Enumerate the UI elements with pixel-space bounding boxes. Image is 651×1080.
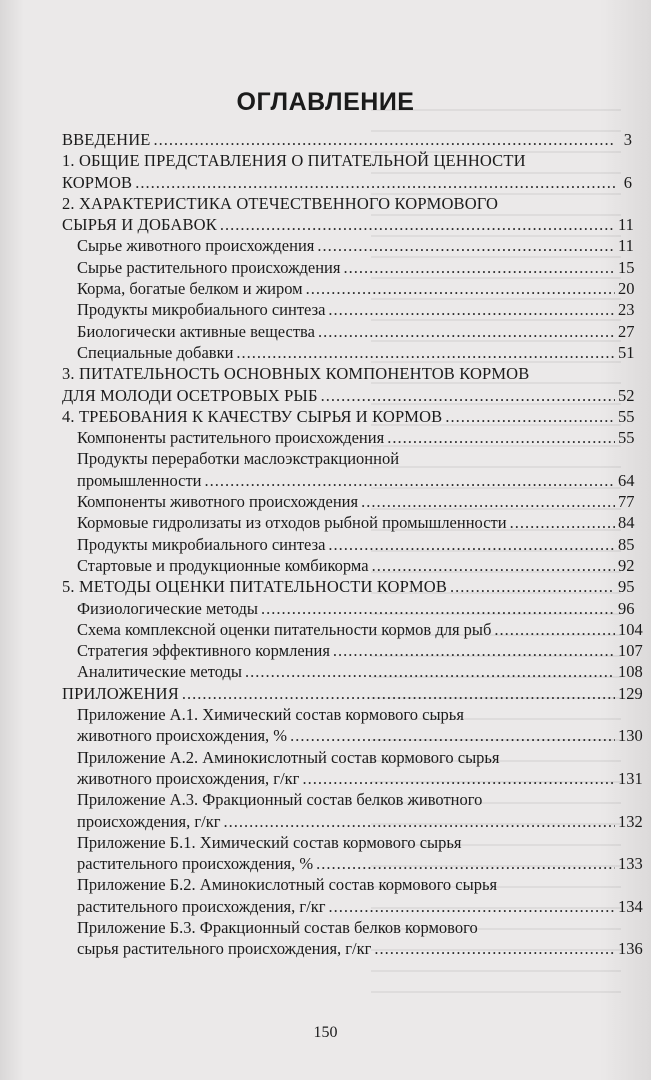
toc-entry-text: 3. ПИТАТЕЛЬНОСТЬ ОСНОВНЫХ КОМПОНЕНТОВ КОРМОВ <box>62 364 530 384</box>
toc-page-number: 6 <box>623 172 632 192</box>
toc-entry-text: ДЛЯ МОЛОДИ ОСЕТРОВЫХ РЫБ <box>62 385 318 405</box>
toc-page-number: 51 <box>618 342 635 362</box>
dot-leader <box>328 299 615 320</box>
toc-entry-text: Физиологические методы <box>77 598 258 618</box>
toc-page-number: 92 <box>618 555 635 575</box>
dot-leader <box>317 235 615 256</box>
toc-entry <box>62 874 643 917</box>
toc-entry-text: растительного происхождения, г/кг <box>77 896 326 916</box>
toc-page-number: 11 <box>618 215 634 235</box>
dot-leader <box>361 491 615 512</box>
toc-page-number: 107 <box>618 641 643 661</box>
toc-entry <box>62 598 635 619</box>
dot-leader <box>374 938 615 959</box>
toc-page-number: 129 <box>618 683 643 703</box>
page-number: 150 <box>313 1024 338 1041</box>
toc-page-number: 132 <box>618 811 643 831</box>
toc-entry <box>62 406 635 427</box>
dot-leader <box>343 257 615 278</box>
toc-entry-text: животного происхождения, г/кг <box>77 768 300 788</box>
toc-page-number: 95 <box>618 577 635 597</box>
toc-entry-text: Продукты микробиального синтеза <box>77 300 326 320</box>
toc-entry-text: Компоненты растительного происхождения <box>77 428 385 448</box>
toc-entry-text: происхождения, г/кг <box>77 811 221 831</box>
toc-entry-text: Сырье животного происхождения <box>77 236 315 256</box>
dot-leader <box>333 640 615 661</box>
toc-entry-text: промышленности <box>77 470 202 490</box>
toc-entry-text: сырья растительного происхождения, г/кг <box>77 939 372 959</box>
toc-entry-text: 2. ХАРАКТЕРИСТИКА ОТЕЧЕСТВЕННОГО КОРМОВОГО <box>62 193 499 213</box>
toc-entry <box>62 193 632 236</box>
dot-leader <box>329 896 615 917</box>
dot-leader <box>372 555 615 576</box>
toc-page-number: 130 <box>618 726 643 746</box>
toc-entry-text: 4. ТРЕБОВАНИЯ К КАЧЕСТВУ СЫРЬЯ И КОРМОВ <box>62 406 443 426</box>
dot-leader <box>445 406 615 427</box>
toc-entry <box>62 619 643 640</box>
toc-entry <box>62 640 643 661</box>
toc-page-number: 20 <box>618 279 635 299</box>
dot-leader <box>154 129 615 150</box>
toc-entry <box>62 555 635 576</box>
toc-entry <box>62 448 635 491</box>
dot-leader <box>510 512 615 533</box>
dot-leader <box>387 427 615 448</box>
dot-leader <box>261 598 615 619</box>
dot-leader <box>205 470 616 491</box>
toc-entry-text: Продукты переработки маслоэкстракционной <box>77 449 400 469</box>
toc-entry-text: Стартовые и продукционные комбикорма <box>77 555 369 575</box>
dot-leader <box>182 683 615 704</box>
toc-entry-text: Корма, богатые белком и жиром <box>77 279 303 299</box>
toc-entry <box>62 491 635 512</box>
toc-entry-text: ВВЕДЕНИЕ <box>62 130 151 149</box>
toc-page-number: 3 <box>623 130 632 149</box>
toc-page-number: 52 <box>618 385 635 405</box>
toc-entry <box>62 150 632 193</box>
toc-entry <box>62 832 643 875</box>
toc-entry <box>62 427 635 448</box>
toc-entry-text: Специальные добавки <box>77 342 234 362</box>
toc-entry <box>62 683 643 704</box>
toc-entry <box>62 235 632 256</box>
toc-entry <box>62 129 632 150</box>
toc-entry <box>62 299 635 320</box>
dot-leader <box>321 385 615 406</box>
dot-leader <box>220 214 615 235</box>
toc-entry-text: 5. МЕТОДЫ ОЦЕНКИ ПИТАТЕЛЬНОСТИ КОРМОВ <box>62 577 447 597</box>
toc-page-number: 131 <box>618 768 643 788</box>
toc-entry-text: СЫРЬЯ И ДОБАВОК <box>62 215 217 235</box>
toc-entry <box>62 321 635 342</box>
toc-page-number: 134 <box>618 896 643 916</box>
toc-entry-text: Аналитические методы <box>77 662 242 682</box>
toc-entry-text: КОРМОВ <box>62 172 133 192</box>
toc-entry <box>62 363 635 406</box>
toc-entry-text: животного происхождения, % <box>77 726 288 746</box>
dot-leader <box>135 172 615 193</box>
toc-entry <box>62 576 635 597</box>
toc-entry <box>62 278 635 299</box>
toc-entry <box>62 534 635 555</box>
dot-leader <box>302 768 615 789</box>
toc-page-number: 108 <box>618 662 643 682</box>
toc-page-number: 55 <box>618 428 635 448</box>
toc-entry-text: Приложение А.2. Аминокислотный состав кормового сырья <box>77 747 500 767</box>
toc-page-number: 133 <box>618 854 643 874</box>
toc-entry-text: Приложение Б.2. Аминокислотный состав кормового сырья <box>77 875 498 895</box>
dot-leader <box>450 576 615 597</box>
toc-entry-text: Приложение Б.1. Химический состав кормового сырья <box>77 832 462 852</box>
toc-entry-text: Приложение А.3. Фракционный состав белков животного <box>77 790 483 810</box>
toc-page-number: 77 <box>618 492 635 512</box>
toc-page-number: 85 <box>618 534 635 554</box>
toc-entry <box>62 512 635 533</box>
toc-entry-text: растительного происхождения, % <box>77 854 314 874</box>
toc-entry-text: 1. ОБЩИЕ ПРЕДСТАВЛЕНИЯ О ПИТАТЕЛЬНОЙ ЦЕННОСТИ <box>62 151 526 171</box>
toc-entry-text: Биологически активные вещества <box>77 321 315 341</box>
dot-leader <box>223 811 615 832</box>
table-of-contents <box>62 129 643 960</box>
toc-page-number: 64 <box>618 470 635 490</box>
toc-entry-text: Стратегия эффективного кормления <box>77 641 330 661</box>
dot-leader <box>316 853 615 874</box>
toc-entry <box>62 917 643 960</box>
dot-leader <box>494 619 615 640</box>
toc-page-number: 84 <box>618 513 635 533</box>
toc-page-number: 96 <box>618 598 635 618</box>
dot-leader <box>290 725 615 746</box>
toc-entry-text: Компоненты животного происхождения <box>77 492 359 512</box>
toc-entry-text: Кормовые гидролизаты из отходов рыбной промышленности <box>77 513 507 533</box>
toc-entry <box>62 789 643 832</box>
toc-entry <box>62 661 643 682</box>
page-title: ОГЛАВЛЕНИЕ <box>236 88 415 116</box>
dot-leader <box>306 278 615 299</box>
toc-page-number: 136 <box>618 939 643 959</box>
toc-entry <box>62 747 643 790</box>
toc-page-number: 15 <box>618 257 635 277</box>
toc-entry-text: Приложение Б.3. Фракционный состав белков кормового <box>77 917 478 937</box>
toc-entry <box>62 704 643 747</box>
toc-entry <box>62 342 635 363</box>
toc-page-number: 11 <box>618 236 634 256</box>
toc-entry-text: ПРИЛОЖЕНИЯ <box>62 683 179 703</box>
dot-leader <box>318 321 615 342</box>
toc-page-number: 27 <box>618 321 635 341</box>
toc-entry-text: Схема комплексной оценки питательности кормов для рыб <box>77 619 492 639</box>
toc-page-number: 55 <box>618 406 635 426</box>
toc-entry-text: Продукты микробиального синтеза <box>77 534 326 554</box>
toc-entry-text: Приложение А.1. Химический состав кормового сырья <box>77 705 464 725</box>
toc-entry <box>62 257 635 278</box>
toc-page-number: 23 <box>618 300 635 320</box>
dot-leader <box>245 661 615 682</box>
toc-page-number: 104 <box>618 619 643 639</box>
dot-leader <box>236 342 615 363</box>
toc-entry-text: Сырье растительного происхождения <box>77 257 341 277</box>
dot-leader <box>328 534 615 555</box>
